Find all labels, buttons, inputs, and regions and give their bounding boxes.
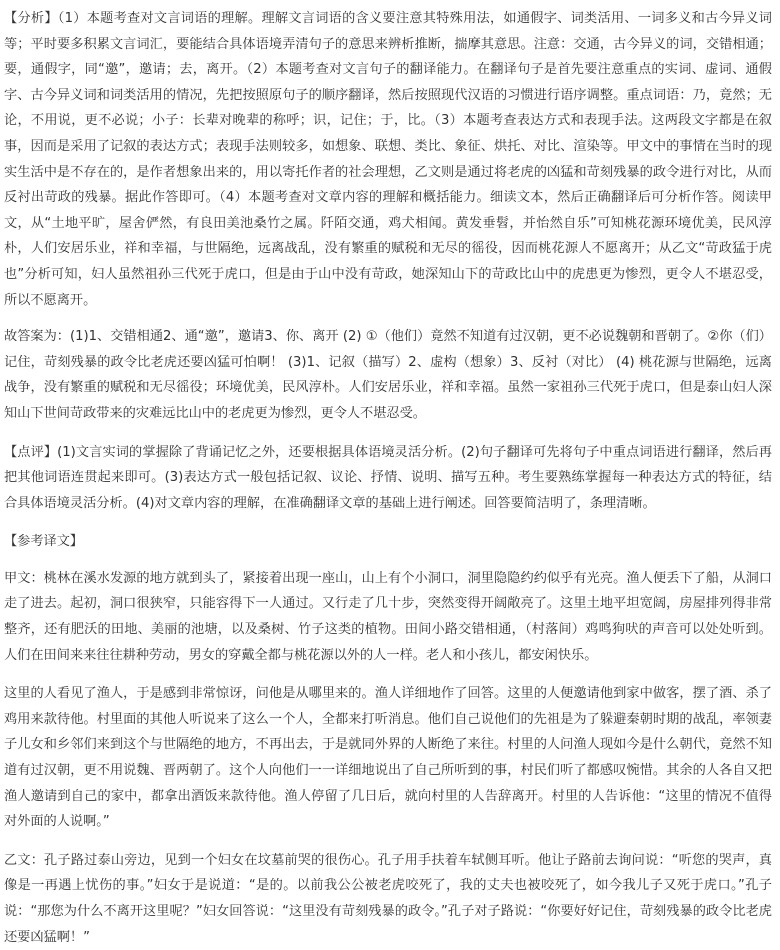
spacer [4,555,772,566]
comment-paragraph: 【点评】(1)文言实词的掌握除了背诵记忆之外，还要根据具体语境灵活分析。(2)句子翻译可先将句子中重点词语进行翻译，然后再把其他词语连贯起来即可。(3)表达方式一般包括记叙、议论、抒情、说明、描写五种。考生要熟练掌握每一种表达方式的特征，结合具体语境灵活分析。(4)对文章内容的理解，在准确翻译文章的基础上进行阐述。回答要简洁明了，条理清晰。 [4,444,772,511]
translation-jia-paragraph-2: 这里的人看见了渔人，于是感到非常惊讶，问他是从哪里来的。渔人详细地作了回答。这里的人便邀请他到家中做客，摆了酒、杀了鸡用来款待他。村里面的其他人听说来了这么一个人，全都来打听消息。他们自己说他们的先祖是为了躲避秦朝时期的战乱，率领妻子儿女和乡邻们来到这个与世隔绝的地方，不再出去，于是就同外界的人断绝了来往。村里的人问渔人现如今是什么朝代，竟然不知道有过汉朝，更不用说魏、晋两朝了。这个人向他们一一详细地说出了自己所听到的事，村民们听了都感叹惋惜。其余的人各自又把渔人邀请到自己的家中，都拿出酒饭来款待他。渔人停留了几日后，就向村里的人告辞离开。村里的人告诉他：“这里的情况不值得对外面的人说啊。” [4,686,772,830]
spacer [4,516,772,529]
spacer [4,427,772,440]
spacer [4,668,772,681]
translation-yi-paragraph: 乙文：孔子路过泰山旁边，见到一个妇女在坟墓前哭的很伤心。孔子用手扶着车轼侧耳听。他让子路前去询问说：“听您的哭声，真像是一再遇上忧伤的事。”妇女于是说道：“是的。以前我公公被老虎咬死了，我的丈夫也被咬死了，如今我儿子又死于虎口。”孔子说：“那您为什么不离开这里呢？”妇女回答说：“这里没有苛刻残暴的政令。”孔子对子路说：“你要好好记住，苛刻残暴的政令比老虎还要凶猛啊！” [4,852,772,945]
analysis-paragraph: 【分析】（1）本题考查对文言词语的理解。理解文言词语的含义要注意其特殊用法，如通假字、词类活用、一词多义和古今异义词等；平时要多积累文言词汇，要能结合具体语境弄清句子的意思来辨析推断，揣摩其意思。注意：交通，古今异义的词，交错相通；要，通假字，同“邀”，邀请；去，离开。（2）本题考查对文言句子的翻译能力。在翻译句子是首先要注意重点的实词、虚词、通假字、古今异义词和词类活用的情况，先把按照原句子的顺序翻译，然后按照现代汉语的习惯进行语序调整。重点词语：乃，竟然；无论，不用说，更不必说；小子：长辈对晚辈的称呼；识，记住；于，比。（3）本题考查表达方式和表现手法。这两段文字都是在叙事，因而是采用了记叙的表达方式；表现手法则较多，如想象、联想、类比、象征、烘托、对比、渲染等。甲文中的事情在当时的现实生活中是不存在的，是作者想象出来的，用以寄托作者的社会理想，乙文则是通过将老虎的凶猛和苛刻残暴的政令进行对比，从而反衬出苛政的残暴。据此作答即可。（4）本题考查对文章内容的理解和概括能力。细读文本，然后正确翻译后可分析作答。阅读甲文，从“土地平旷，屋舍俨然，有良田美池桑竹之属。阡陌交通，鸡犬相闻。黄发垂髫，并怡然自乐”可知桃花源环境优美，民风淳朴，人们安居乐业，祥和幸福，与世隔绝，远离战乱，没有繁重的赋税和无尽的徭役，因而桃花源人不愿离开；从乙文“苛政猛于虎也”分析可知，妇人虽然祖孙三代死于虎口，但是由于山中没有苛政，她深知山下的苛政比山中的虎患更为惨烈，更令人不堪忍受，所以不愿离开。 [4,11,772,308]
reference-heading: 【参考译文】 [4,534,84,550]
spacer [4,835,772,848]
spacer [4,313,772,324]
answer-paragraph: 故答案为：(1)1、交错相通2、通“邀”，邀请3、你、离开 (2) ①（他们）竟然不知道有过汉朝，更不必说魏朝和晋朝了。②你（们）记住，苛刻残暴的政令比老虎还要凶猛可怕啊！ (3)1、记叙（描写）2、虚构（想象）3、反衬（对比） (4) 桃花源与世隔绝，远离战争，没有繁重的赋税和无尽徭役；环境优美，民风淳朴。人们安居乐业，祥和幸福。虽然一家祖孙三代死于虎口，但是泰山妇人深知山下世间苛政带来的灾难远比山中的老虎更为惨烈，更令人不堪忍受。 [4,329,772,421]
translation-jia-paragraph-1: 甲文：桃林在溪水发源的地方就到头了，紧接着出现一座山，山上有个小洞口，洞里隐隐约约似乎有光亮。渔人便丢下了船，从洞口走了进去。起初，洞口很狭窄，只能容得下一人通过。又行走了几十步，突然变得开阔敞亮了。这里土地平坦宽阔，房屋排列得非常整齐，还有肥沃的田地、美丽的池塘，以及桑树、竹子这类的植物。田间小路交错相通，（村落间）鸡鸣狗吠的声音可以处处听到。人们在田间来来往往耕种劳动，男女的穿戴全都与桃花源以外的人一样。老人和小孩儿，都安闲快乐。 [4,570,772,663]
